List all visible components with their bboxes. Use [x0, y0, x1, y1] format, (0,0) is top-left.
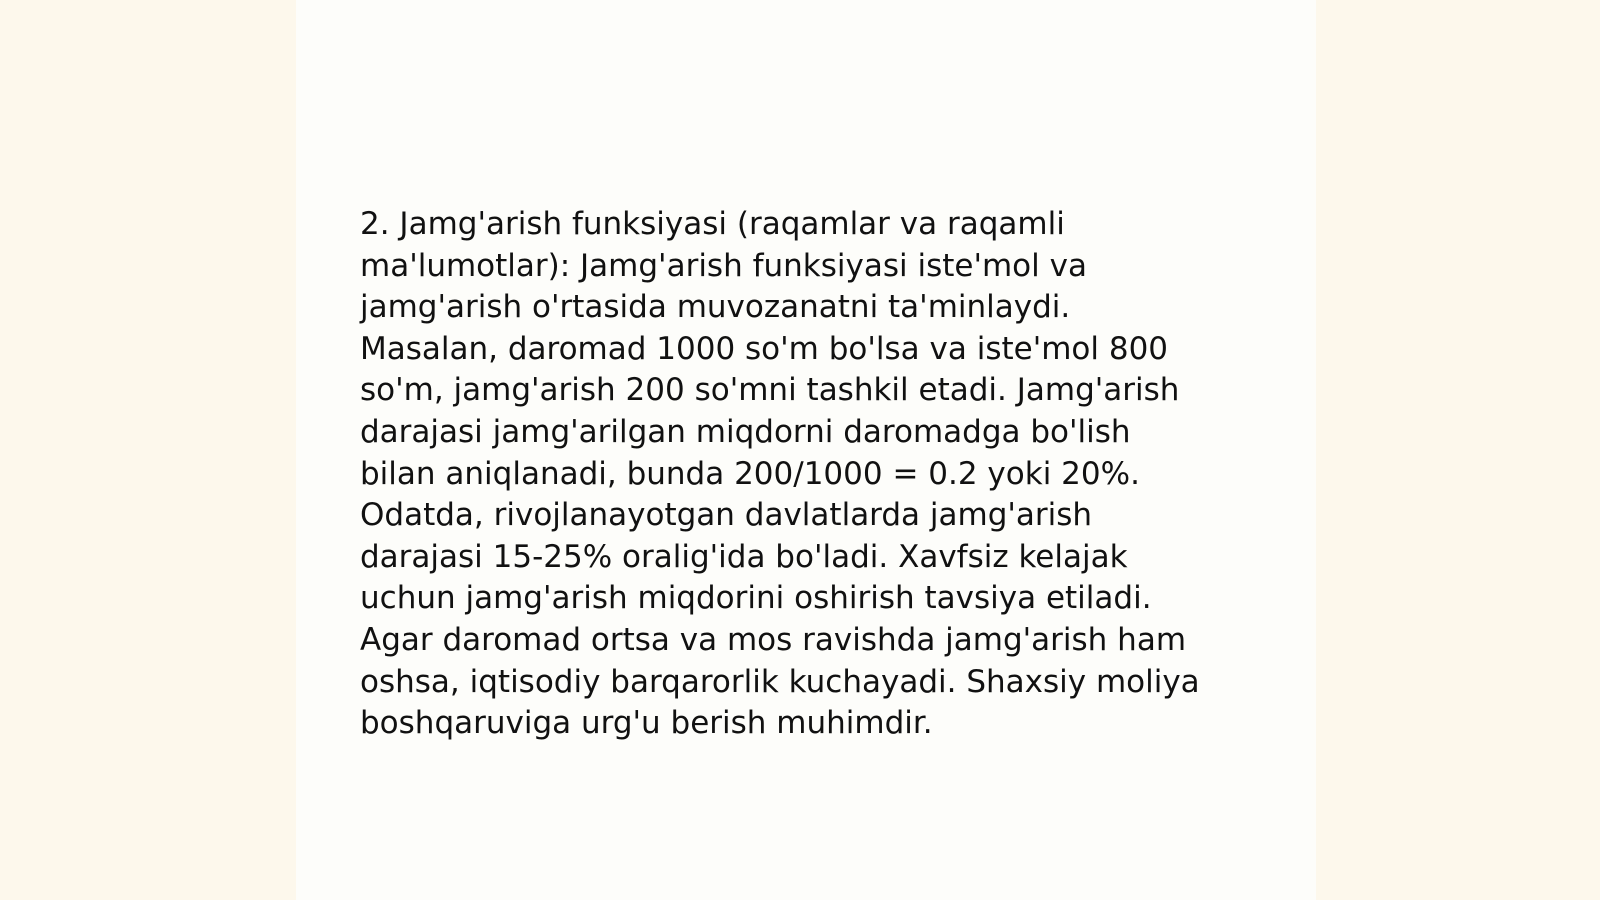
slide-body-text — [360, 204, 1240, 745]
text-line: so'm, jamg'arish 200 so'mni tashkil etadi. Jamg'arish — [360, 372, 1180, 409]
text-line: darajasi 15-25% oralig'ida bo'ladi. Xavfsiz kelajak — [360, 538, 1128, 575]
text-line: 2. Jamg'arish funksiyasi (raqamlar va raqamli — [360, 206, 1065, 242]
text-line: darajasi jamg'arilgan miqdorni daromadga bo'lish — [360, 413, 1131, 450]
text-line: Masalan, daromad 1000 so'm bo'lsa va iste'mol 800 — [360, 330, 1169, 367]
slide-canvas — [296, 0, 1316, 900]
text-line: ma'lumotlar): Jamg'arish funksiyasi iste'mol va — [360, 247, 1087, 284]
text-line: boshqaruviga urg'u berish muhimdir. — [360, 705, 933, 742]
text-line: oshsa, iqtisodiy barqarorlik kuchayadi. Shaxsiy moliya — [360, 663, 1200, 700]
text-line: uchun jamg'arish miqdorini oshirish tavsiya etiladi. — [360, 580, 1152, 617]
text-line: Odatda, rivojlanayotgan davlatlarda jamg'arish — [360, 497, 1093, 534]
text-line: Agar daromad ortsa va mos ravishda jamg'arish ham — [360, 621, 1187, 658]
text-line: bilan aniqlanadi, bunda 200/1000 = 0.2 yoki 20%. — [360, 455, 1140, 492]
text-line: jamg'arish o'rtasida muvozanatni ta'minlaydi. — [360, 289, 1071, 326]
